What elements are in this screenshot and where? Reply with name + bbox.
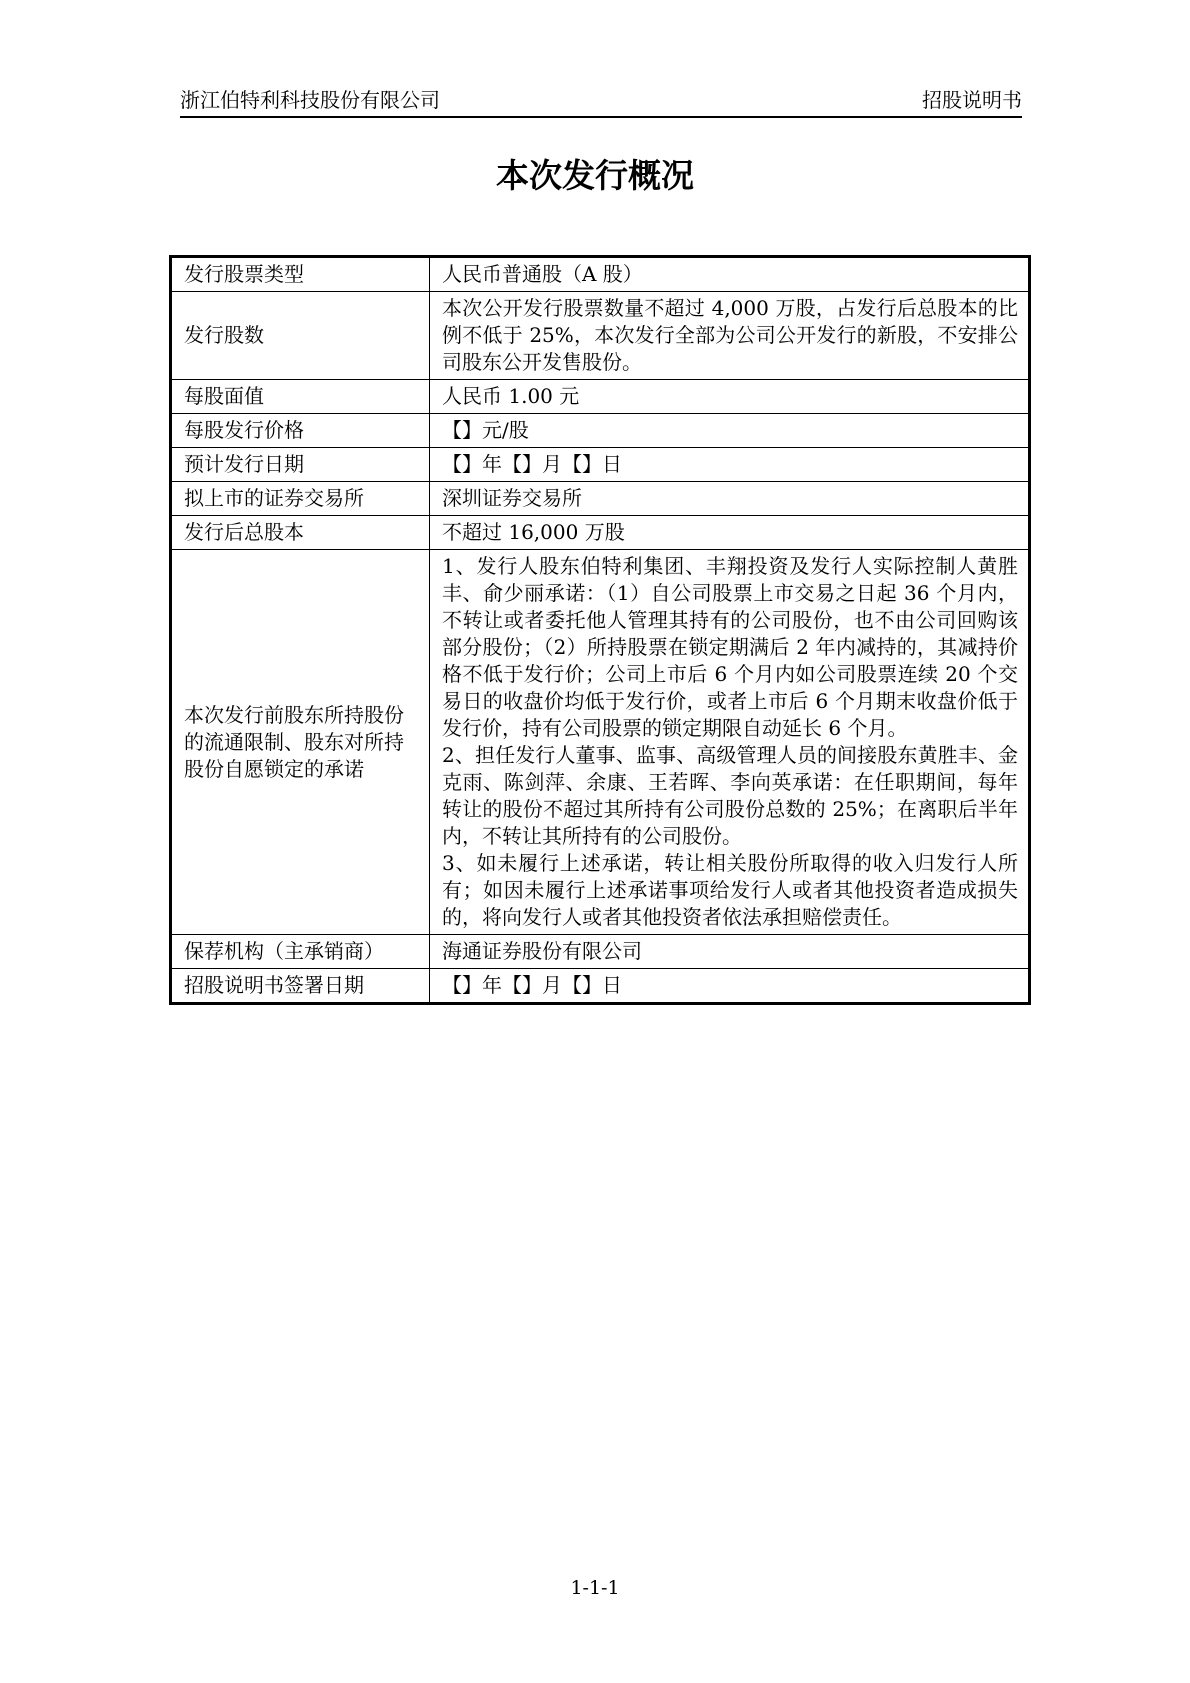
row-label: 发行股数 (171, 292, 430, 380)
lockup-commitments (430, 550, 1030, 935)
row-value: 不超过 16,000 万股 (430, 516, 1030, 550)
commitment-paragraph: 3、如未履行上述承诺，转让相关股份所取得的收入归发行人所有；如因未履行上述承诺事项给发行人或者其他投资者造成损失的，将向发行人或者其他投资者依法承担赔偿责任。 (442, 851, 1018, 929)
offering-summary-table (169, 255, 1031, 1005)
row-label: 每股发行价格 (171, 414, 430, 448)
page-number: 1-1-1 (570, 1577, 620, 1599)
table-row (171, 257, 1030, 292)
row-label: 保荐机构（主承销商） (171, 935, 430, 969)
row-label: 本次发行前股东所持股份的流通限制、股东对所持股份自愿锁定的承诺 (171, 550, 430, 935)
table-row (171, 380, 1030, 414)
company-name: 浙江伯特利科技股份有限公司 (180, 88, 440, 112)
page-header (180, 84, 1022, 118)
table-row (171, 550, 1030, 935)
row-value: 【】年【】月【】日 (430, 448, 1030, 482)
row-label: 每股面值 (171, 380, 430, 414)
row-label: 招股说明书签署日期 (171, 969, 430, 1004)
table-row (171, 516, 1030, 550)
table-row (171, 414, 1030, 448)
row-label: 拟上市的证券交易所 (171, 482, 430, 516)
table-row (171, 482, 1030, 516)
row-label: 预计发行日期 (171, 448, 430, 482)
table-row (171, 292, 1030, 380)
commitment-paragraph: 1、发行人股东伯特利集团、丰翔投资及发行人实际控制人黄胜丰、俞少丽承诺：（1）自公司股票上市交易之日起 36 个月内，不转让或者委托他人管理其持有的公司股份，也不由公司回购该部分股份；（2）所持股票在锁定期满后 2 年内减持的，其减持价格不低于发行价；公司上市后 6 个月内如公司股票连续 20 个交易日的收盘价均低于发行价，或者上市后 6 个月期末收盘价低于发行价，持有公司股票的锁定期限自动延长 6 个月。 (442, 554, 1018, 740)
row-label: 发行后总股本 (171, 516, 430, 550)
page-title: 本次发行概况 (496, 156, 694, 195)
row-value: 海通证券股份有限公司 (430, 935, 1030, 969)
commitment-paragraph: 2、担任发行人董事、监事、高级管理人员的间接股东黄胜丰、金克雨、陈剑萍、余康、王若晖、李向英承诺：在任职期间，每年转让的股份不超过其所持有公司股份总数的 25%；在离职后半年内，不转让其所持有的公司股份。 (442, 743, 1018, 848)
row-label: 发行股票类型 (171, 257, 430, 292)
table-row (171, 969, 1030, 1004)
document-type: 招股说明书 (922, 88, 1022, 112)
row-value: 【】年【】月【】日 (430, 969, 1030, 1004)
row-value: 人民币普通股（A 股） (430, 257, 1030, 292)
row-value: 人民币 1.00 元 (430, 380, 1030, 414)
table-row (171, 935, 1030, 969)
row-value: 本次公开发行股票数量不超过 4,000 万股，占发行后总股本的比例不低于 25%，本次发行全部为公司公开发行的新股，不安排公司股东公开发售股份。 (430, 292, 1030, 380)
row-value: 【】元/股 (430, 414, 1030, 448)
row-value: 深圳证券交易所 (430, 482, 1030, 516)
table-row (171, 448, 1030, 482)
